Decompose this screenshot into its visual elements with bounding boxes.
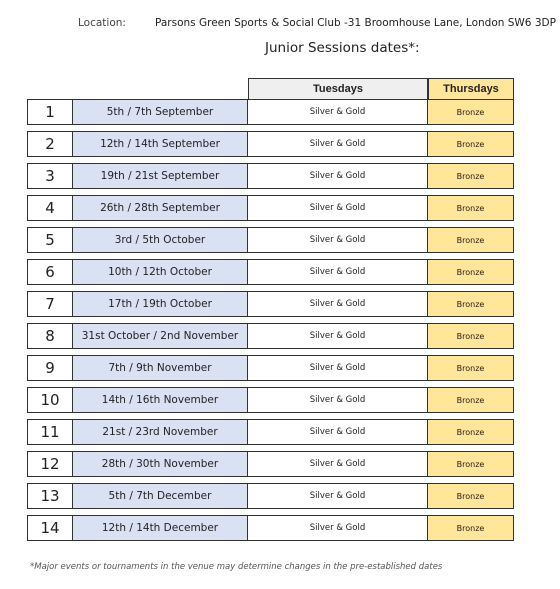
location-label: Location: [78, 17, 126, 29]
table-row [27, 387, 514, 413]
session-dates: 12th / 14th September [73, 131, 248, 157]
thursday-group: Bronze [428, 163, 514, 189]
table-row [27, 323, 514, 349]
table-row [27, 419, 514, 445]
session-dates: 12th / 14th December [73, 515, 248, 541]
session-number: 9 [27, 355, 73, 381]
session-number: 6 [27, 259, 73, 285]
table-row [27, 355, 514, 381]
tuesday-group: Silver & Gold [248, 227, 428, 253]
session-number: 14 [27, 515, 73, 541]
thursday-group: Bronze [428, 355, 514, 381]
session-number: 7 [27, 291, 73, 317]
session-number: 5 [27, 227, 73, 253]
tuesday-group: Silver & Gold [248, 515, 428, 541]
thursday-group: Bronze [428, 99, 514, 125]
thursday-group: Bronze [428, 227, 514, 253]
session-dates: 21st / 23rd November [73, 419, 248, 445]
thursday-group: Bronze [428, 323, 514, 349]
session-dates: 7th / 9th November [73, 355, 248, 381]
session-dates: 19th / 21st September [73, 163, 248, 189]
thursday-group: Bronze [428, 259, 514, 285]
thursday-group: Bronze [428, 451, 514, 477]
session-number: 11 [27, 419, 73, 445]
table-row [27, 451, 514, 477]
session-dates: 3rd / 5th October [73, 227, 248, 253]
thursday-group: Bronze [428, 195, 514, 221]
tuesday-group: Silver & Gold [248, 323, 428, 349]
session-number: 13 [27, 483, 73, 509]
table-row [27, 291, 514, 317]
footnote: *Major events or tournaments in the venue may determine changes in the pre-established dates [30, 562, 443, 572]
table-row [27, 99, 514, 125]
table-row [27, 515, 514, 541]
header-thursdays: Thursdays [428, 78, 514, 100]
tuesday-group: Silver & Gold [248, 355, 428, 381]
tuesday-group: Silver & Gold [248, 163, 428, 189]
tuesday-group: Silver & Gold [248, 451, 428, 477]
session-number: 10 [27, 387, 73, 413]
thursday-group: Bronze [428, 483, 514, 509]
tuesday-group: Silver & Gold [248, 291, 428, 317]
session-number: 2 [27, 131, 73, 157]
session-dates: 5th / 7th December [73, 483, 248, 509]
table-row [27, 227, 514, 253]
sessions-table [27, 99, 514, 547]
session-number: 4 [27, 195, 73, 221]
table-row [27, 483, 514, 509]
thursday-group: Bronze [428, 131, 514, 157]
session-number: 3 [27, 163, 73, 189]
tuesday-group: Silver & Gold [248, 419, 428, 445]
thursday-group: Bronze [428, 515, 514, 541]
session-number: 8 [27, 323, 73, 349]
session-number: 12 [27, 451, 73, 477]
session-dates: 5th / 7th September [73, 99, 248, 125]
session-number: 1 [27, 99, 73, 125]
thursday-group: Bronze [428, 419, 514, 445]
tuesday-group: Silver & Gold [248, 259, 428, 285]
session-dates: 28th / 30th November [73, 451, 248, 477]
table-row [27, 131, 514, 157]
header-tuesdays: Tuesdays [248, 78, 428, 100]
tuesday-group: Silver & Gold [248, 99, 428, 125]
session-dates: 17th / 19th October [73, 291, 248, 317]
location-value: Parsons Green Sports & Social Club -31 Broomhouse Lane, London SW6 3DP [155, 17, 556, 29]
table-row [27, 259, 514, 285]
session-dates: 26th / 28th September [73, 195, 248, 221]
thursday-group: Bronze [428, 291, 514, 317]
tuesday-group: Silver & Gold [248, 195, 428, 221]
session-dates: 31st October / 2nd November [73, 323, 248, 349]
tuesday-group: Silver & Gold [248, 387, 428, 413]
page-subtitle: Junior Sessions dates*: [265, 40, 420, 56]
session-dates: 10th / 12th October [73, 259, 248, 285]
tuesday-group: Silver & Gold [248, 483, 428, 509]
session-dates: 14th / 16th November [73, 387, 248, 413]
thursday-group: Bronze [428, 387, 514, 413]
table-row [27, 195, 514, 221]
tuesday-group: Silver & Gold [248, 131, 428, 157]
table-row [27, 163, 514, 189]
